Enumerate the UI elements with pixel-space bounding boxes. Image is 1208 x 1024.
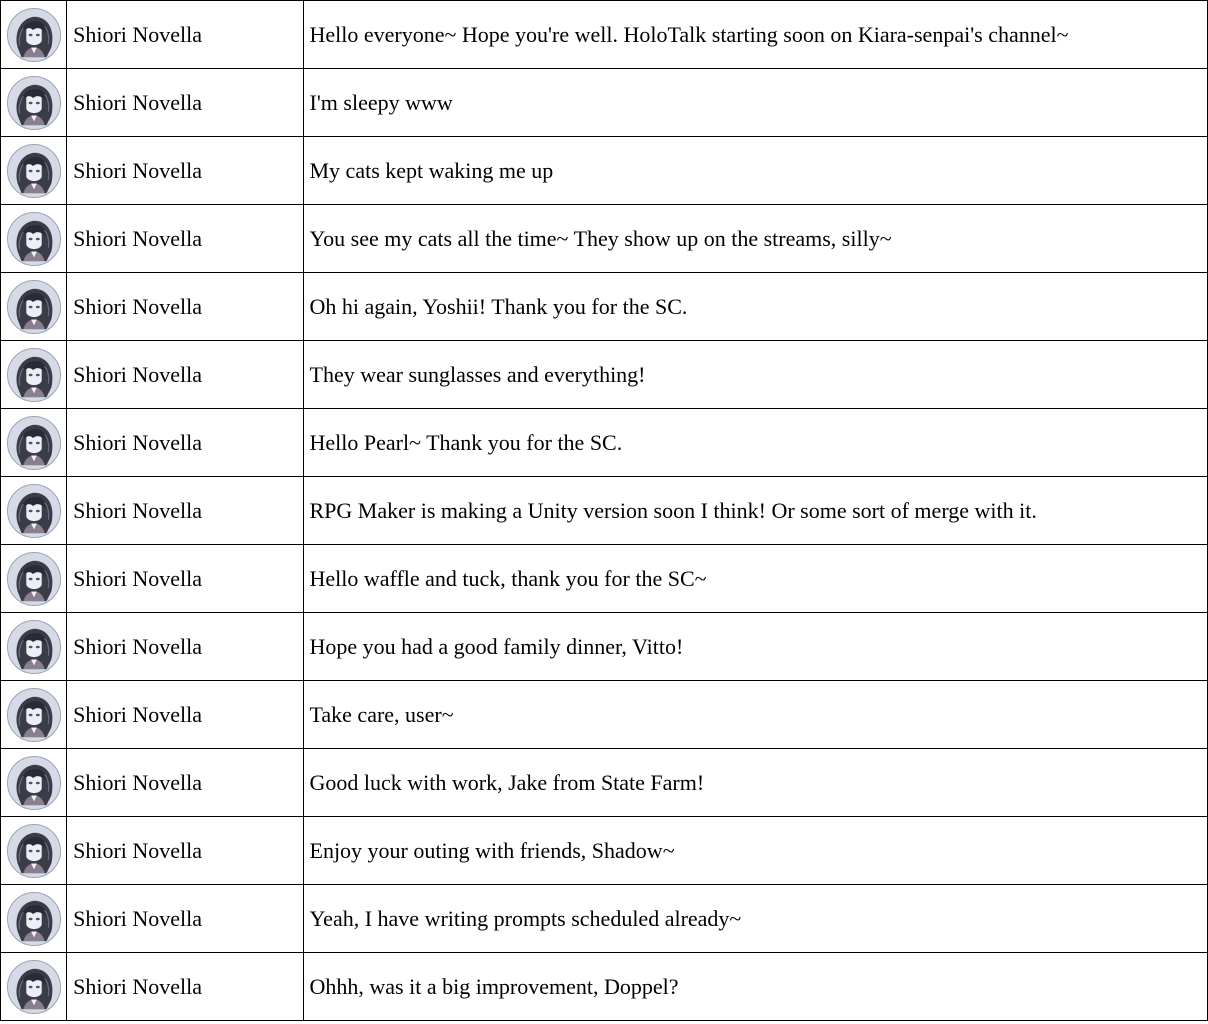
author-name: Shiori Novella (67, 409, 303, 477)
author-name: Shiori Novella (67, 69, 303, 137)
avatar-icon (7, 348, 61, 402)
avatar-cell (1, 477, 67, 545)
avatar-cell (1, 137, 67, 205)
message-text: You see my cats all the time~ They show up on the streams, silly~ (303, 205, 1208, 273)
chat-message-row (1, 477, 1208, 545)
avatar-icon (7, 76, 61, 130)
avatar-icon (7, 824, 61, 878)
message-text: Hello waffle and tuck, thank you for the SC~ (303, 545, 1208, 613)
message-text: Enjoy your outing with friends, Shadow~ (303, 817, 1208, 885)
message-text: Hello Pearl~ Thank you for the SC. (303, 409, 1208, 477)
avatar-cell (1, 409, 67, 477)
avatar-icon (7, 484, 61, 538)
chat-message-row (1, 613, 1208, 681)
avatar-cell (1, 749, 67, 817)
avatar-icon (7, 892, 61, 946)
avatar-cell (1, 885, 67, 953)
message-text: Good luck with work, Jake from State Farm! (303, 749, 1208, 817)
chat-message-row (1, 137, 1208, 205)
avatar-cell (1, 273, 67, 341)
avatar-icon (7, 756, 61, 810)
chat-log-body (1, 1, 1208, 1021)
avatar-cell (1, 953, 67, 1021)
message-text: They wear sunglasses and everything! (303, 341, 1208, 409)
avatar-icon (7, 416, 61, 470)
chat-message-row (1, 69, 1208, 137)
chat-message-row (1, 273, 1208, 341)
chat-message-row (1, 545, 1208, 613)
chat-message-row (1, 1, 1208, 69)
author-name: Shiori Novella (67, 137, 303, 205)
avatar-icon (7, 144, 61, 198)
avatar-icon (7, 620, 61, 674)
avatar-cell (1, 341, 67, 409)
message-text: Hello everyone~ Hope you're well. HoloTalk starting soon on Kiara-senpai's channel~ (303, 1, 1208, 69)
avatar-icon (7, 688, 61, 742)
avatar-cell (1, 613, 67, 681)
chat-message-row (1, 341, 1208, 409)
message-text: Hope you had a good family dinner, Vitto! (303, 613, 1208, 681)
message-text: Ohhh, was it a big improvement, Doppel? (303, 953, 1208, 1021)
avatar-cell (1, 205, 67, 273)
avatar-cell (1, 1, 67, 69)
author-name: Shiori Novella (67, 1, 303, 69)
avatar-cell (1, 681, 67, 749)
author-name: Shiori Novella (67, 273, 303, 341)
message-text: Take care, user~ (303, 681, 1208, 749)
avatar-icon (7, 212, 61, 266)
avatar-icon (7, 960, 61, 1014)
avatar-cell (1, 545, 67, 613)
author-name: Shiori Novella (67, 613, 303, 681)
message-text: My cats kept waking me up (303, 137, 1208, 205)
avatar-cell (1, 69, 67, 137)
author-name: Shiori Novella (67, 545, 303, 613)
author-name: Shiori Novella (67, 817, 303, 885)
message-text: Oh hi again, Yoshii! Thank you for the SC. (303, 273, 1208, 341)
author-name: Shiori Novella (67, 953, 303, 1021)
chat-message-row (1, 681, 1208, 749)
author-name: Shiori Novella (67, 885, 303, 953)
chat-message-row (1, 953, 1208, 1021)
author-name: Shiori Novella (67, 749, 303, 817)
chat-message-row (1, 817, 1208, 885)
author-name: Shiori Novella (67, 477, 303, 545)
avatar-icon (7, 280, 61, 334)
chat-message-row (1, 885, 1208, 953)
author-name: Shiori Novella (67, 205, 303, 273)
avatar-icon (7, 552, 61, 606)
author-name: Shiori Novella (67, 341, 303, 409)
chat-message-row (1, 205, 1208, 273)
avatar-icon (7, 8, 61, 62)
author-name: Shiori Novella (67, 681, 303, 749)
chat-message-row (1, 749, 1208, 817)
message-text: Yeah, I have writing prompts scheduled already~ (303, 885, 1208, 953)
avatar-cell (1, 817, 67, 885)
message-text: I'm sleepy www (303, 69, 1208, 137)
message-text: RPG Maker is making a Unity version soon I think! Or some sort of merge with it. (303, 477, 1208, 545)
chat-message-row (1, 409, 1208, 477)
